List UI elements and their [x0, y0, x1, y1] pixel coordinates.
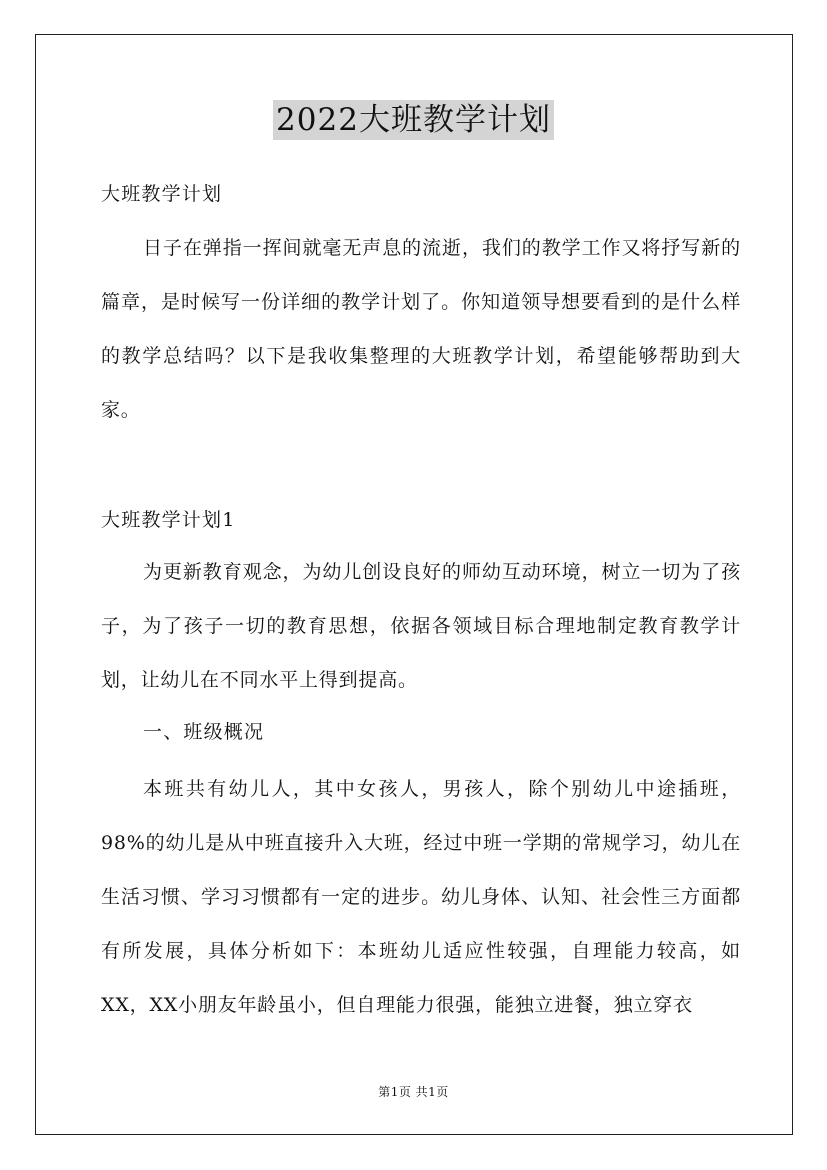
section-1-paragraph: 为更新教育观念，为幼儿创设良好的师幼互动环境，树立一切为了孩子，为了孩子一切的教育思想，依据各领域目标合理地制定教育教学计划，让幼儿在不同水平上得到提高。 — [101, 561, 741, 691]
page-number-footer: 第1页 共1页 — [378, 1085, 449, 1099]
title-container — [0, 100, 827, 140]
section-1-heading: 大班教学计划1 — [101, 509, 236, 531]
subsection-1-paragraph: 本班共有幼儿人，其中女孩人，男孩人，除个别幼儿中途插班，98%的幼儿是从中班直接升入大班，经过中班一学期的常规学习，幼儿在生活习惯、学习习惯都有一定的进步。幼儿身体、认知、社会性三方面都有所发展，具体分析如下：本班幼儿适应性较强，自理能力较高，如XX，XX小朋友年龄虽小，但自理能力很强，能独立进餐，独立穿衣 — [101, 778, 741, 1016]
intro-heading: 大班教学计划 — [101, 183, 223, 205]
document-title: 2022大班教学计划 — [273, 100, 554, 140]
intro-paragraph: 日子在弹指一挥间就毫无声息的流逝，我们的教学工作又将抒写新的篇章，是时候写一份详细的教学计划了。你知道领导想要看到的是什么样的教学总结吗？以下是我收集整理的大班教学计划，希望能够帮助到大家。 — [101, 237, 741, 421]
subsection-1-heading: 一、班级概况 — [143, 721, 265, 743]
